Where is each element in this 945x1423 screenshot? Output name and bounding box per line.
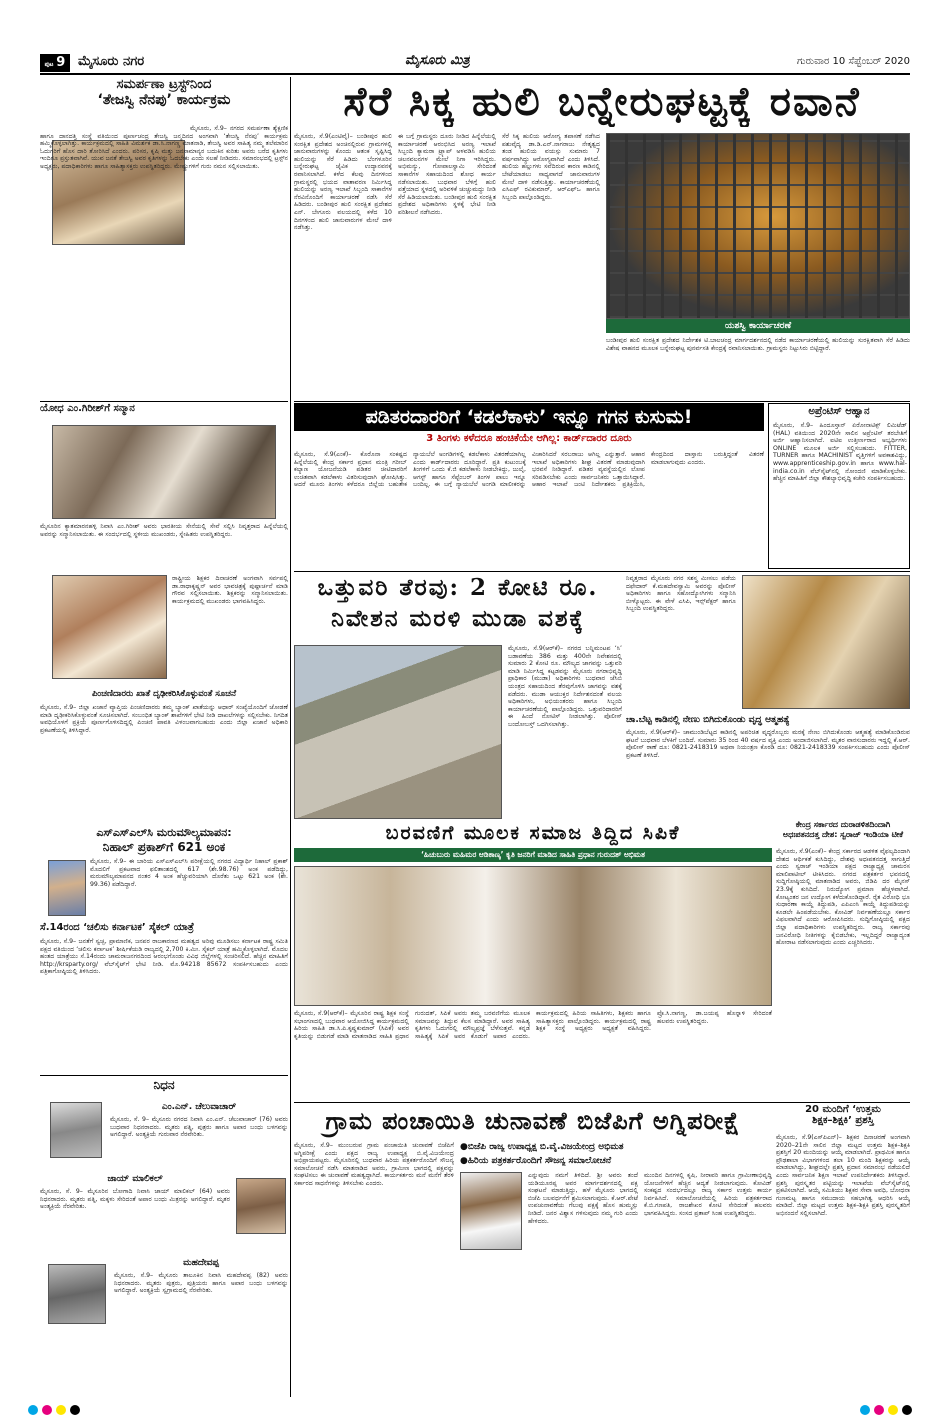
panchayat-bullet-1: ●ಬಿಜೆಪಿ ರಾಜ್ಯ ಉಪಾಧ್ಯಕ್ಷ ಬಿ.ವೈ.ವಿಜಯೇಂದ್ರ ಅಭಿಮತ (460, 1142, 624, 1152)
panchayat-photo (460, 1172, 522, 1250)
encroachment-headline-1: ಒತ್ತುವರಿ ತೆರವು: 2 ಕೋಟಿ ರೂ. (317, 574, 599, 601)
page-number: 9 (56, 55, 66, 70)
masthead-logo: ಮೈಸೂರು ಮಿತ್ರ (405, 53, 470, 68)
tiger-headline: ಸೆರೆ ಸಿಕ್ಕ ಹುಲಿ ಬನ್ನೇರುಘಟ್ಟಕ್ಕೆ ರವಾನೆ (343, 78, 861, 125)
obituary-name-1: ಎಂ.ಎನ್. ಚೆಲುವಾಚಾರ್ (161, 1102, 237, 1112)
issue-date: ಗುರುವಾರ 10 ಸೆಪ್ಟೆಂಬರ್ 2020 (797, 56, 910, 67)
tiger-col-2: ಈ ಬಗ್ಗೆ ಗ್ರಾಮಸ್ಥರು ದೂರು ನೀಡಿದ ಹಿನ್ನೆಲೆಯಲ್ಲಿ ಕಾರ್ಯಾಚರಣೆ ಆರಂಭಿಸಿದ ಅರಣ್ಯ ಇಲಾಖೆ ಸಿಬ್ಬಂದಿ ಕ್ಯಾಮರಾ ಟ್ರ್ಯಾಪ್ ಅಳವಡಿಸಿ ಹುಲಿಯ ಚಲನವಲನಗಳ ಮೇಲೆ ನಿಗಾ ಇರಿಸಿದ್ದರು. ಅಭಿಮನ್ಯು, ಗೋಪಾಲಸ್ವಾಮಿ ಸೇರಿದಂತೆ ಸಾಕಾನೆಗಳ ಸಹಾಯದಿಂದ ಶೋಧ ಕಾರ್ಯ ನಡೆಸಲಾಯಿತು. ಬುಧವಾರ ಬೆಳಿಗ್ಗೆ ಹುಲಿ ಪತ್ತೆಯಾದ ಸ್ಥಳದಲ್ಲಿ ಅರಿವಳಿಕೆ ಚುಚ್ಚುಮದ್ದು ನೀಡಿ ಸೆರೆ ಹಿಡಿಯಲಾಯಿತು. ಬಂಡೀಪುರ ಹುಲಿ ಸಂರಕ್ಷಿತ ಪ್ರದೇಶದ ಅಧಿಕಾರಿಗಳು ಸ್ಥಳಕ್ಕೆ ಭೇಟಿ ನೀಡಿ ಪರಿಶೀಲನೆ ನಡೆಸಿದರು. (398, 133, 496, 216)
divider (294, 1102, 910, 1103)
obituary-name-2: ಜಾಯ್ ಮಾಲಿಕಲ್ (107, 1174, 163, 1184)
cycle-yatra-body: ಮೈಸೂರು, ಸೆ.9– ಜನತೆಗೆ ಸ್ವಚ್ಛ, ಪ್ರಾಮಾಣಿಕ, ಜನಪರ ರಾಜಕಾರಣದ ಮಹತ್ವದ ಅರಿವು ಮೂಡಿಸಲು ಕರ್ನಾಟಕ ರಾಷ್ಟ್ರ ಸಮಿತಿ ಪಕ್ಷದ ವತಿಯಿಂದ ‘ಚಲಿಸು ಕರ್ನಾಟಕ’ ಶೀರ್ಷಿಕೆಯಡಿ ರಾಜ್ಯದಲ್ಲಿ 2,700 ಕಿ.ಮೀ. ಸೈಕಲ್ ಯಾತ್ರೆ ಹಮ್ಮಿಕೊಳ್ಳಲಾಗಿದೆ. ಮೊದಲ ಹಂತದ ಯಾತ್ರೆಯು ಸೆ.14ರಂದು ಚಾಮರಾಜನಗರದಿಂದ ಆರಂಭಗೊಂಡು ವಿವಿಧ ಜಿಲ್ಲೆಗಳಲ್ಲಿ ಸಂಚರಿಸಲಿದೆ. ಹೆಚ್ಚಿನ ಮಾಹಿತಿಗೆ http://krsparty.org/ ವೆಬ್‌ಸೈಟ್‌ಗೆ ಭೇಟಿ ನೀಡಿ. ಮೊ.94218 85672 ಸಂಪರ್ಕಿಸಬಹುದು ಎಂದು ಪತ್ರಿಕಾಗೋಷ್ಠಿಯಲ್ಲಿ ತಿಳಿಸಿದರು. (40, 938, 288, 976)
sslc-story (40, 826, 288, 920)
panchayat-bullet-2: ●ಹಿರಿಯ ಪತ್ರಕರ್ತರೊಂದಿಗೆ ಸೌಜನ್ಯ ಸಮಾಲೋಚನೆ (460, 1156, 612, 1166)
girish-story (40, 403, 288, 569)
panchayat-col-2: ಎನ್ನುವುದು ನಮಗೆ ತಿಳಿದಿದೆ. ಶ್ರೀ ಅವರು ತಂದೆ ಯಡಿಯೂರಪ್ಪ ಅವರ ಮಾರ್ಗದರ್ಶನದಲ್ಲಿ ಪಕ್ಷ ಸಂಘಟನೆ ಮಾಡುತ್ತಿದ್ದು, ಹಳೆ ಮೈಸೂರು ಭಾಗದಲ್ಲಿ ಬಿಜೆಪಿ ಬಲವರ್ಧನೆಗೆ ಶ್ರಮಿಸಲಾಗುವುದು. ಕೆ.ಆರ್.ಪೇಟೆ ಉಪಚುನಾವಣೆಯ ಗೆಲುವು ಪಕ್ಷಕ್ಕೆ ಹೊಸ ಹುಮ್ಮಸ್ಸು ನೀಡಿದೆ. ಜನರ ವಿಶ್ವಾಸ ಗಳಿಸುವುದು ನಮ್ಮ ಗುರಿ ಎಂದು ಹೇಳಿದರು. (528, 1172, 638, 1225)
book-release-photo (294, 866, 772, 1006)
obituary-body-2: ಮೈಸೂರು, ಸೆ. 9– ಮೈಸೂರಿನ ಬೋಗಾದಿ ನಿವಾಸಿ ಜಾಯ್ ಮಾಲಿಕಲ್ (64) ಅವರು ನಿಧನರಾದರು. ಮೃತರು ಪತ್ನಿ, ಮಕ್ಕಳು ಸೇರಿದಂತೆ ಅಪಾರ ಬಂಧು ಮಿತ್ರರನ್ನು ಅಗಲಿದ್ದಾರೆ. ಮೃತರ ಅಂತ್ಯಕ್ರಿಯೆ ನೆರವೇರಿತು. (40, 1188, 230, 1211)
apprentice-body: ಮೈಸೂರು, ಸೆ.9– ಹಿಂದೂಸ್ತಾನ್ ಏರೋನಾಟಿಕ್ಸ್ ಲಿಮಿಟೆಡ್ (HAL) ವತಿಯಿಂದ 2020ನೇ ಸಾಲಿನ ಅಪ್ರೆಂಟಿಸ್ ತರಬೇತಿಗೆ ಅರ್ಜಿ ಆಹ್ವಾನಿಸಲಾಗಿದೆ. ಐಟಿಐ ಉತ್ತೀರ್ಣರಾದ ಅಭ್ಯರ್ಥಿಗಳು ONLINE ಮೂಲಕ ಅರ್ಜಿ ಸಲ್ಲಿಸಬಹುದು. FITTER, TURNER ಹಾಗೂ MACHINIST ವೃತ್ತಿಗಳಿಗೆ ಅವಕಾಶವಿದ್ದು, www.apprenticeship.gov.in ಹಾಗೂ www.hal-india.co.in ವೆಬ್‌ಸೈಟ್‌ನಲ್ಲಿ ನೋಂದಣಿ ಮಾಡಿಕೊಳ್ಳಬೇಕು. ಹೆಚ್ಚಿನ ಮಾಹಿತಿಗೆ ಜಿಲ್ಲಾ ಕೌಶಲ್ಯಾಭಿವೃದ್ಧಿ ಕಚೇರಿ ಸಂಪರ್ಕಿಸಬಹುದು. (773, 422, 907, 483)
encroachment-body: ಮೈಸೂರು, ಸೆ.9(ಆರ್‌ಕೆ)– ನಗರದ ಬನ್ನಿಮಂಟಪ ‘ಸಿ’ ಬಡಾವಣೆಯ 386 ಮತ್ತು 400ನೇ ನಿವೇಶನದಲ್ಲಿ ಸುಮಾರು 2 ಕೋಟಿ ರೂ. ಮೌಲ್ಯದ ಜಾಗವನ್ನು ಒತ್ತುವರಿ ಮಾಡಿ ನಿರ್ಮಿಸಿದ್ದ ಕಟ್ಟಡವನ್ನು ಮೈಸೂರು ನಗರಾಭಿವೃದ್ಧಿ ಪ್ರಾಧಿಕಾರ (ಮುಡಾ) ಅಧಿಕಾರಿಗಳು ಬುಧವಾರ ಜೆಸಿಬಿ ಯಂತ್ರದ ಸಹಾಯದಿಂದ ತೆರವುಗೊಳಿಸಿ ಜಾಗವನ್ನು ವಶಕ್ಕೆ ಪಡೆದರು. ಮುಡಾ ಆಯುಕ್ತರ ನಿರ್ದೇಶನದಂತೆ ವಲಯ ಅಧಿಕಾರಿಗಳು, ಅಭಿಯಂತರರು ಹಾಗೂ ಸಿಬ್ಬಂದಿ ಕಾರ್ಯಾಚರಣೆಯಲ್ಲಿ ಪಾಲ್ಗೊಂಡಿದ್ದರು. ಒತ್ತುವರಿದಾರರಿಗೆ ಈ ಹಿಂದೆ ನೋಟಿಸ್ ನೀಡಲಾಗಿತ್ತು. ಪೊಲೀಸ್ ಬಂದೋಬಸ್ತ್ ಒದಗಿಸಲಾಗಿತ್ತು. (508, 645, 622, 728)
book-release-story (294, 820, 772, 1100)
tiger-below-photo: ಬಂಡೀಪುರ ಹುಲಿ ಸಂರಕ್ಷಿತ ಪ್ರದೇಶದ ನಿರ್ದೇಶಕ ಟಿ.ಬಾಲಚಂದ್ರ ಮಾರ್ಗದರ್ಶನದಲ್ಲಿ ನಡೆದ ಕಾರ್ಯಾಚರಣೆಯಲ್ಲಿ ಹುಲಿಯನ್ನು ಸುರಕ್ಷಿತವಾಗಿ ಸೆರೆ ಹಿಡಿದು ವಿಶೇಷ ವಾಹನದ ಮೂಲಕ ಬನ್ನೇರುಘಟ್ಟ ಪುನರ್ವಸತಿ ಕೇಂದ್ರಕ್ಕೆ ರವಾನಿಸಲಾಯಿತು. ಗ್ರಾಮಸ್ಥರು ನಿಟ್ಟುಸಿರು ಬಿಟ್ಟಿದ್ದಾರೆ. (606, 337, 910, 352)
cycle-yatra-title: ಸೆ.14ರಂದ ‘ಚಲಿಸು ಕರ್ನಾಟಕ’ ಸೈಕಲ್ ಯಾತ್ರೆ (40, 922, 194, 933)
cycle-yatra-story (40, 922, 288, 1072)
tiger-photo (606, 133, 910, 319)
retirement-story (626, 573, 910, 713)
registration-mark (860, 1405, 870, 1415)
pds-subhead: 3 ತಿಂಗಳು ಕಳೆದರೂ ಹಂಚಿಕೆಯೇ ಆಗಿಲ್ಲ: ಕಾರ್ಡ್‌ದಾರರ ದೂರು (426, 433, 632, 444)
trust-title-2: ‘ತೇಜಸ್ವಿ ನೆನಪು’ ಕಾರ್ಯಕ್ರಮ (97, 92, 231, 108)
teachers-day-story (40, 572, 288, 686)
registration-mark (42, 1405, 52, 1415)
teachers-day-body: ರಾಷ್ಟ್ರೀಯ ಶಿಕ್ಷಕರ ದಿನಾಚರಣೆ ಅಂಗವಾಗಿ ಸರ್ವಪಲ್ಲಿ ಡಾ.ರಾಧಾಕೃಷ್ಣನ್ ಅವರ ಭಾವಚಿತ್ರಕ್ಕೆ ಪುಷ್ಪಾರ್ಚನೆ ಮಾಡಿ ಗೌರವ ಸಲ್ಲಿಸಲಾಯಿತು. ಶಿಕ್ಷಕರನ್ನು ಸನ್ಮಾನಿಸಲಾಯಿತು. ಕಾರ್ಯಕ್ರಮದಲ್ಲಿ ಮುಖಂಡರು ಭಾಗವಹಿಸಿದ್ದರು. (172, 575, 288, 605)
divider (294, 401, 910, 402)
sslc-body: ಮೈಸೂರು, ಸೆ.9– ಈ ಬಾರಿಯ ಎಸ್‌ಎಸ್‌ಎಲ್‌ಸಿ ಪರೀಕ್ಷೆಯಲ್ಲಿ ನಗರದ ವಿದ್ಯಾರ್ಥಿ ನಿಹಾಲ್ ಪ್ರಕಾಶ್ ಮೊದಲಿಗೆ ಪ್ರಕಟವಾದ ಫಲಿತಾಂಶದಲ್ಲಿ 617 (ಶೇ.98.76) ಅಂಕ ಪಡೆದಿದ್ದು, ಮರುಮೌಲ್ಯಮಾಪನದ ನಂತರ 4 ಅಂಕ ಹೆಚ್ಚುವರಿಯಾಗಿ ದೊರೆತು ಒಟ್ಟು 621 ಅಂಕ (ಶೇ. 99.36) ಪಡೆದಿದ್ದಾರೆ. (90, 858, 288, 888)
pension-title: ಪಿಂಚಣಿದಾರರು ಖಾತೆ ದೃಢೀಕರಿಸಿಕೊಳ್ಳುವಂತೆ ಸೂಚನೆ (91, 689, 237, 699)
pds-body: ಮೈಸೂರು, ಸೆ.9(ಎಂಕೆ)– ಕೊರೊನಾ ಸಂಕಷ್ಟದ ಹಿನ್ನೆಲೆಯಲ್ಲಿ ಕೇಂದ್ರ ಸರ್ಕಾರ ಪ್ರಧಾನ ಮಂತ್ರಿ ಗರೀಬ್ ಕಲ್ಯಾಣ ಯೋಜನೆಯಡಿ ಪಡಿತರ ಚೀಟಿದಾರರಿಗೆ ಉಚಿತವಾಗಿ ಕಡಲೆಕಾಳು ವಿತರಿಸುವುದಾಗಿ ಘೋಷಿಸಿತ್ತು. ಆದರೆ ಮೂರು ತಿಂಗಳು ಕಳೆದರೂ ಜಿಲ್ಲೆಯ ಬಹುತೇಕ ನ್ಯಾಯಬೆಲೆ ಅಂಗಡಿಗಳಲ್ಲಿ ಕಡಲೆಕಾಳು ವಿತರಣೆಯಾಗಿಲ್ಲ ಎಂದು ಕಾರ್ಡ್‌ದಾರರು ದೂರಿದ್ದಾರೆ. ಪ್ರತಿ ಕುಟುಂಬಕ್ಕೆ ತಿಂಗಳಿಗೆ ಒಂದು ಕೆ.ಜಿ ಕಡಲೆಕಾಳು ನೀಡಬೇಕಿದ್ದು, ಜುಲೈ, ಆಗಸ್ಟ್ ಹಾಗೂ ಸೆಪ್ಟೆಂಬರ್ ತಿಂಗಳ ಪಾಲು ಇನ್ನೂ ಬಂದಿಲ್ಲ. ಈ ಬಗ್ಗೆ ನ್ಯಾಯಬೆಲೆ ಅಂಗಡಿ ಮಾಲೀಕರನ್ನು ವಿಚಾರಿಸಿದರೆ ಸರಬರಾಜು ಆಗಿಲ್ಲ ಎನ್ನುತ್ತಾರೆ. ಆಹಾರ ಇಲಾಖೆ ಅಧಿಕಾರಿಗಳು ಶೀಘ್ರ ವಿತರಣೆ ಮಾಡುವುದಾಗಿ ಭರವಸೆ ನೀಡಿದ್ದಾರೆ. ಪಡಿತರ ವ್ಯವಸ್ಥೆಯಲ್ಲಿನ ಲೋಪ ಸರಿಪಡಿಸಬೇಕು ಎಂದು ಸಾರ್ವಜನಿಕರು ಒತ್ತಾಯಿಸಿದ್ದಾರೆ. ಆಹಾರ ಇಲಾಖೆ ಜಂಟಿ ನಿರ್ದೇಶಕರು ಪ್ರತಿಕ್ರಿಯಿಸಿ, ಕೇಂದ್ರದಿಂದ ದಾಸ್ತಾನು ಬರುತ್ತಿದ್ದಂತೆ ವಿತರಣೆ ಮಾಡಲಾಗುವುದು ಎಂದರು. (294, 451, 764, 489)
obituary-photo-2 (236, 1178, 286, 1234)
tiger-col-3: ಸೆರೆ ಸಿಕ್ಕ ಹುಲಿಯ ಆರೋಗ್ಯ ತಪಾಸಣೆ ನಡೆಸಿದ ಪಶುವೈದ್ಯ ಡಾ.ಡಿ.ಎನ್.ನಾಗರಾಜು ನೇತೃತ್ವದ ತಂಡ ಹುಲಿಯ ವಯಸ್ಸು ಸುಮಾರು 7 ವರ್ಷವಾಗಿದ್ದು ಆರೋಗ್ಯವಾಗಿದೆ ಎಂದು ತಿಳಿಸಿದೆ. ಹುಲಿಯ ಹಲ್ಲುಗಳು ಸವೆದಿರುವ ಕಾರಣ ಕಾಡಿನಲ್ಲಿ ಬೇಟೆಯಾಡಲು ಸಾಧ್ಯವಾಗದೆ ಜಾನುವಾರುಗಳ ಮೇಲೆ ದಾಳಿ ನಡೆಸುತ್ತಿತ್ತು. ಕಾರ್ಯಾಚರಣೆಯಲ್ಲಿ ಎಸಿಎಫ್ ರವಿಕುಮಾರ್, ಆರ್‌ಎಫ್‌ಒ ಹಾಗೂ ಸಿಬ್ಬಂದಿ ಪಾಲ್ಗೊಂಡಿದ್ದರು. (502, 133, 600, 201)
apprentice-title: ಅಪ್ರೆಂಟಿಸ್ ಆಹ್ವಾನ (808, 406, 870, 417)
teacher-awards-story (776, 1104, 910, 1398)
encroachment-story (294, 573, 622, 819)
awards-title-1: 20 ಮಂದಿಗೆ ‘ಉತ್ತಮ (805, 1104, 881, 1115)
panchayat-col-3: ಮುಂದಿನ ದಿನಗಳಲ್ಲಿ ಕೃಷಿ, ನೀರಾವರಿ ಹಾಗೂ ಗ್ರಾಮೀಣಾಭಿವೃದ್ಧಿ ಯೋಜನೆಗಳಿಗೆ ಹೆಚ್ಚಿನ ಆದ್ಯತೆ ನೀಡಲಾಗುವುದು. ಕೋವಿಡ್ ಸಂಕಷ್ಟದ ಸಂದರ್ಭದಲ್ಲೂ ರಾಜ್ಯ ಸರ್ಕಾರ ಉತ್ತಮ ಕಾರ್ಯ ನಿರ್ವಹಿಸಿದೆ. ಸಮಾಲೋಚನೆಯಲ್ಲಿ ಹಿರಿಯ ಪತ್ರಕರ್ತರಾದ ಕೆ.ಬಿ.ಗಣಪತಿ, ರಾಜಶೇಖರ ಕೋಟಿ ಸೇರಿದಂತೆ ಹಲವರು ಭಾಗವಹಿಸಿದ್ದರು. ಸಂಸದ ಪ್ರತಾಪ್ ಸಿಂಹ ಉಪಸ್ಥಿತರಿದ್ದರು. (644, 1172, 772, 1217)
page-prefix: ಪುಟ (44, 61, 54, 68)
pension-story (40, 689, 288, 824)
pds-story (294, 403, 764, 569)
book-release-body: ಮೈಸೂರು, ಸೆ.9(ಆರ್‌ಕೆ)– ಮೈಸೂರಿನ ರಾಷ್ಟ್ರ ಶಿಕ್ಷಕ ಸಂಸ್ಥೆ ಸಭಾಂಗಣದಲ್ಲಿ ಬುಧವಾರ ಆಯೋಜಿಸಿದ್ದ ಕಾರ್ಯಕ್ರಮದಲ್ಲಿ ಹಿರಿಯ ಸಾಹಿತಿ ಡಾ.ಸಿ.ಪಿ.ಕೃಷ್ಣಕುಮಾರ್ (ಸಿಪಿಕೆ) ಅವರ ಕೃತಿಯನ್ನು ಬಿಡುಗಡೆ ಮಾಡಿ ಮಾತನಾಡಿದ ಸಾಹಿತಿ ಪ್ರಧಾನ ಗುರುದತ್, ಸಿಪಿಕೆ ಅವರು ತಮ್ಮ ಬರವಣಿಗೆಯ ಮೂಲಕ ಸಮಾಜವನ್ನು ತಿದ್ದುವ ಕೆಲಸ ಮಾಡಿದ್ದಾರೆ. ಅವರ ಸಾಹಿತ್ಯ ಕೃತಿಗಳು ಓದುಗರಲ್ಲಿ ಮೌಲ್ಯಪ್ರಜ್ಞೆ ಬೆಳೆಸುತ್ತವೆ. ಕನ್ನಡ ಸಾಹಿತ್ಯಕ್ಕೆ ಸಿಪಿಕೆ ಅವರ ಕೊಡುಗೆ ಅಪಾರ ಎಂದರು. ಕಾರ್ಯಕ್ರಮದಲ್ಲಿ ಹಿರಿಯ ಸಾಹಿತಿಗಳು, ಶಿಕ್ಷಕರು ಹಾಗೂ ಸಾಹಿತ್ಯಾಸಕ್ತರು ಪಾಲ್ಗೊಂಡಿದ್ದರು. ಕಾರ್ಯಕ್ರಮದಲ್ಲಿ ರಾಷ್ಟ್ರ ಶಿಕ್ಷಕ ಸಂಸ್ಥೆ ಅಧ್ಯಕ್ಷರು ಅಧ್ಯಕ್ಷತೆ ವಹಿಸಿದ್ದರು. ಪ್ರೊ.ಸಿ.ನಾಗಣ್ಣ, ಡಾ.ಜಯಪ್ಪ ಹೊನ್ನಾಳಿ ಸೇರಿದಂತೆ ಹಲವರು ಉಪಸ್ಥಿತರಿದ್ದರು. (294, 1010, 772, 1040)
swaraj-title-2: ಅಧಃಪತನದತ್ತ ದೇಶ: ಸ್ವರಾಜ್ ಇಂಡಿಯಾ ಟೀಕೆ (782, 830, 904, 839)
panchayat-headline: ಗ್ರಾಮ ಪಂಚಾಯಿತಿ ಚುನಾವಣೆ ಬಿಜೆಪಿಗೆ ಅಗ್ನಿಪರೀಕ್ಷೆ (325, 1106, 741, 1135)
registration-mark (28, 1405, 38, 1415)
girish-caption: ಮೈಸೂರಿನ ಕ್ಯಾತಮಾರನಹಳ್ಳಿ ನಿವಾಸಿ ಎಂ.ಗಿರೀಶ್ ಅವರು ಭಾರತೀಯ ಸೇನೆಯಲ್ಲಿ ಸೇವೆ ಸಲ್ಲಿಸಿ ನಿವೃತ್ತರಾದ ಹಿನ್ನೆಲೆಯಲ್ಲಿ ಅವರನ್ನು ಸನ್ಮಾನಿಸಲಾಯಿತು. ಈ ಸಂದರ್ಭದಲ್ಲಿ ಸ್ಥಳೀಯ ಮುಖಂಡರು, ಸ್ನೇಹಿತರು ಉಪಸ್ಥಿತರಿದ್ದರು. (40, 523, 288, 538)
page-number-badge (40, 54, 70, 72)
book-release-strap: ‘ಹಿಚುಬುರು ಮಹಿಮರ ಆಡಿಕಾಣ್ಕ’ ಕೃತಿ ಜನರಿಗೆ ಮಾಡಿದ ಸಾಹಿತಿ ಪ್ರಧಾನ ಗುರುದತ್ ಅಭಿಮತ (294, 848, 772, 862)
section-name: ಮೈಸೂರು ನಗರ (78, 54, 145, 69)
registration-mark (70, 1405, 80, 1415)
trust-story (40, 77, 288, 399)
registration-mark (874, 1405, 884, 1415)
pension-body: ಮೈಸೂರು, ಸೆ.9– ಜಿಲ್ಲಾ ಖಜಾನೆ ವ್ಯಾಪ್ತಿಯ ಪಿಂಚಣಿದಾರರು ತಮ್ಮ ಬ್ಯಾಂಕ್ ಖಾತೆಯನ್ನು ಆಧಾರ್ ಸಂಖ್ಯೆಯೊಂದಿಗೆ ಜೋಡಣೆ ಮಾಡಿ ದೃಢೀಕರಿಸಿಕೊಳ್ಳುವಂತೆ ಸೂಚಿಸಲಾಗಿದೆ. ಸಂಬಂಧಿತ ಬ್ಯಾಂಕ್ ಶಾಖೆಗಳಿಗೆ ಭೇಟಿ ನೀಡಿ ದಾಖಲೆಗಳನ್ನು ಸಲ್ಲಿಸಬೇಕು. ನಿಗದಿತ ಅವಧಿಯೊಳಗೆ ಪ್ರಕ್ರಿಯೆ ಪೂರ್ಣಗೊಳಿಸದಿದ್ದಲ್ಲಿ ಪಿಂಚಣಿ ಪಾವತಿ ವಿಳಂಬವಾಗಬಹುದು ಎಂದು ಜಿಲ್ಲಾ ಖಜಾನೆ ಅಧಿಕಾರಿ ಪ್ರಕಟಣೆಯಲ್ಲಿ ತಿಳಿಸಿದ್ದಾರೆ. (40, 704, 288, 734)
girish-title: ಯೋಧ ಎಂ.ಗಿರೀಶ್‌ಗೆ ಸನ್ಮಾನ (40, 403, 135, 414)
obituary-photo-1 (50, 1102, 102, 1158)
obituary-name-3: ಮಹದೇವಪ್ಪ (183, 1258, 219, 1268)
obituary-body-1: ಮೈಸೂರು, ಸೆ. 9– ಮೈಸೂರು ನಗರದ ನಿವಾಸಿ ಎಂ.ಎನ್. ಚೆಲುವಾಚಾರ್ (76) ಅವರು ಬುಧವಾರ ನಿಧನರಾದರು. ಮೃತರು ಪತ್ನಿ, ಪುತ್ರರು ಹಾಗೂ ಅಪಾರ ಬಂಧು ಬಳಗವನ್ನು ಅಗಲಿದ್ದಾರೆ. ಅಂತ್ಯಕ್ರಿಯೆ ಗುರುವಾರ ನೆರವೇರಿತು. (110, 1116, 288, 1139)
girish-photo (52, 425, 276, 519)
suicide-body: ಮೈಸೂರು, ಸೆ.9(ಆರ್‌ಕೆ)– ಚಾಮುಂಡಿಬೆಟ್ಟದ ಕಾಡಿನಲ್ಲಿ ಅಪರಿಚಿತ ವೃದ್ಧರೊಬ್ಬರು ಮರಕ್ಕೆ ನೇಣು ಬಿಗಿದುಕೊಂಡು ಆತ್ಮಹತ್ಯೆ ಮಾಡಿಕೊಂಡಿರುವ ಘಟನೆ ಬುಧವಾರ ಬೆಳಕಿಗೆ ಬಂದಿದೆ. ಸುಮಾರು 35 ರಿಂದ 40 ವರ್ಷದ ವ್ಯಕ್ತಿ ಎಂದು ಅಂದಾಜಿಸಲಾಗಿದೆ. ಮೃತರ ವಾರಸುದಾರರು ಇದ್ದಲ್ಲಿ ಕೆ.ಆರ್. ಪೊಲೀಸ್ ಠಾಣೆ ದೂ: 0821-2418319 ಅಥವಾ ನಿಯಂತ್ರಣ ಕೊಠಡಿ ದೂ: 0821-2418339 ಸಂಪರ್ಕಿಸಬಹುದು ಎಂದು ಪೊಲೀಸ್ ಪ್ರಕಟಣೆ ತಿಳಿಸಿದೆ. (626, 729, 910, 759)
suicide-title: ಚಾ.ಬೆಟ್ಟ ಕಾಡಿನಲ್ಲಿ ನೇಣು ಬಿಗಿದುಕೊಂಡು ವೃದ್ಧ ಆತ್ಮಹತ್ಯೆ (626, 715, 790, 725)
suicide-story (626, 715, 910, 819)
trust-title-1: ಸಮರ್ಪಣಾ ಟ್ರಸ್ಟ್‌ನಿಂದ (116, 77, 212, 92)
retirement-photo (742, 575, 910, 709)
trust-body: ಮೈಸೂರು, ಸೆ.9– ನಗರದ ಸಮರ್ಪಣಾ ಶ್ಯೆಕ್ಷಣಿಕ ಹಾಗೂ ದಾನದತ್ತಿ ಸಂಸ್ಥೆ ವತಿಯಿಂದ ಪೂರ್ಣಚಂದ್ರ ತೇಜಸ್ವಿ ಜನ್ಮದಿನದ ಅಂಗವಾಗಿ ‘ತೇಜಸ್ವಿ ನೆನಪು’ ಕಾರ್ಯಕ್ರಮ ಹಮ್ಮಿಕೊಳ್ಳಲಾಗಿತ್ತು. ಕಾರ್ಯಕ್ರಮದಲ್ಲಿ ಸಾಹಿತಿ ವಿಮರ್ಶಕ ಡಾ.ಸಿ.ನಾಗಣ್ಣ ಮಾತನಾಡಿ, ತೇಜಸ್ವಿ ಅವರ ಸಾಹಿತ್ಯ ನಮ್ಮ ತಲೆಮಾರಿನ ಓದುಗರಿಗೆ ಹೊಸ ದಾರಿ ತೋರಿಸಿದೆ ಎಂದರು. ಪರಿಸರ, ಕೃಷಿ ಮತ್ತು ಜನಸಾಮಾನ್ಯರ ಬದುಕಿನ ಕುರಿತು ಅವರು ಬರೆದ ಕೃತಿಗಳು ಇಂದಿಗೂ ಪ್ರಸ್ತುತವಾಗಿವೆ. ಯುವ ಜನತೆ ತೇಜಸ್ವಿ ಅವರ ಕೃತಿಗಳನ್ನು ಓದಬೇಕು ಎಂದು ಸಲಹೆ ನೀಡಿದರು. ಸಮಾರಂಭದಲ್ಲಿ ಟ್ರಸ್ಟ್‌ನ ಅಧ್ಯಕ್ಷರು, ಪದಾಧಿಕಾರಿಗಳು ಹಾಗೂ ಸಾಹಿತ್ಯಾಸಕ್ತರು ಉಪಸ್ಥಿತರಿದ್ದರು. ಮೇಷ್ಟ್ರುಗಳಿಗೆ ಗುರು ನಮನ ಸಲ್ಲಿಸಲಾಯಿತು. (40, 125, 288, 170)
obituary-photo-3 (48, 1264, 106, 1324)
apprentice-box (768, 403, 910, 569)
tiger-photo-label: ಯಶಸ್ವಿ ಕಾರ್ಯಾಚರಣೆ (606, 319, 910, 333)
panchayat-story (294, 1104, 772, 1398)
divider (40, 1075, 288, 1076)
sslc-student-photo (48, 860, 86, 916)
sslc-title-2: ನಿಹಾಲ್ ಪ್ರಕಾಶ್‌ಗೆ 621 ಅಂಕ (102, 840, 226, 854)
tiger-story (294, 77, 910, 399)
column-rule (290, 77, 291, 1397)
obituary-body-3: ಮೈಸೂರು, ಸೆ.9– ಮೈಸೂರು ತಾಲೂಕಿನ ನಿವಾಸಿ ಮಹದೇವಪ್ಪ (82) ಅವರು ನಿಧನರಾದರು. ಮೃತರು ಪುತ್ರರು, ಪುತ್ರಿಯರು ಹಾಗೂ ಅಪಾರ ಬಂಧು ಬಳಗವನ್ನು ಅಗಲಿದ್ದಾರೆ. ಅಂತ್ಯಕ್ರಿಯೆ ಸ್ವಗ್ರಾಮದಲ್ಲಿ ನೆರವೇರಿತು. (114, 1272, 288, 1295)
awards-title-2: ಶಿಕ್ಷಕ–ಶಿಕ್ಷಕಿ’ ಪ್ರಶಸ್ತಿ (812, 1115, 874, 1126)
encroachment-headline-2: ನಿವೇಶನ ಮರಳಿ ಮುಡಾ ವಶಕ್ಕೆ (331, 605, 585, 632)
page-header (40, 52, 910, 74)
obituary-header: ನಿಧನ (153, 1078, 175, 1092)
registration-mark (888, 1405, 898, 1415)
sslc-title-1: ಎಸ್‌ಎಸ್‌ಎಲ್‌ಸಿ ಮರುಮೌಲ್ಯಮಾಪನ: (96, 826, 232, 839)
header-rule (40, 73, 910, 75)
registration-mark (902, 1405, 912, 1415)
book-release-headline: ಬರವಣಿಗೆ ಮೂಲಕ ಸಮಾಜ ತಿದ್ದಿದ ಸಿಪಿಕೆ (385, 822, 681, 844)
swaraj-story (776, 820, 910, 1100)
awards-body: ಮೈಸೂರು, ಸೆ.9(ಎಸ್‌ಪಿಎನ್)– ಶಿಕ್ಷಕರ ದಿನಾಚರಣೆ ಅಂಗವಾಗಿ 2020–21ನೇ ಸಾಲಿನ ಜಿಲ್ಲಾ ಮಟ್ಟದ ಉತ್ತಮ ಶಿಕ್ಷಕ–ಶಿಕ್ಷಕಿ ಪ್ರಶಸ್ತಿಗೆ 20 ಮಂದಿಯನ್ನು ಆಯ್ಕೆ ಮಾಡಲಾಗಿದೆ. ಪ್ರಾಥಮಿಕ ಹಾಗೂ ಪ್ರೌಢಶಾಲಾ ವಿಭಾಗಗಳಿಂದ ತಲಾ 10 ಮಂದಿ ಶಿಕ್ಷಕರನ್ನು ಆಯ್ಕೆ ಮಾಡಲಾಗಿದ್ದು, ಶೀಘ್ರದಲ್ಲೇ ಪ್ರಶಸ್ತಿ ಪ್ರದಾನ ಸಮಾರಂಭ ನಡೆಯಲಿದೆ ಎಂದು ಸಾರ್ವಜನಿಕ ಶಿಕ್ಷಣ ಇಲಾಖೆ ಉಪನಿರ್ದೇಶಕರು ತಿಳಿಸಿದ್ದಾರೆ. ಪ್ರಶಸ್ತಿ ಪುರಸ್ಕೃತರ ಪಟ್ಟಿಯನ್ನು ಇಲಾಖೆಯ ವೆಬ್‌ಸೈಟ್‌ನಲ್ಲಿ ಪ್ರಕಟಿಸಲಾಗಿದೆ. ಆಯ್ಕೆ ಸಮಿತಿಯು ಶಿಕ್ಷಕರ ಸೇವಾ ಅವಧಿ, ಬೋಧನಾ ಗುಣಮಟ್ಟ ಹಾಗೂ ಸಮುದಾಯ ಸಹಭಾಗಿತ್ವ ಆಧರಿಸಿ ಆಯ್ಕೆ ಮಾಡಿದೆ. ಜಿಲ್ಲಾ ಮಟ್ಟದ ಉತ್ತಮ ಶಿಕ್ಷಕ–ಶಿಕ್ಷಕಿ ಪ್ರಶಸ್ತಿ ಪುರಸ್ಕೃತರಿಗೆ ಅಭಿನಂದನೆ ಸಲ್ಲಿಸಲಾಗಿದೆ. (776, 1134, 910, 1217)
registration-mark (56, 1405, 66, 1415)
teachers-day-photo (52, 575, 167, 679)
retirement-body: ನಿವೃತ್ತರಾದ ಮೈಸೂರು ನಗರ ಸಶಸ್ತ್ರ ಮೀಸಲು ಪಡೆಯ ದಫೇದಾರ್ ಕೆ.ಮಹದೇವಸ್ವಾಮಿ ಅವರನ್ನು ಪೊಲೀಸ್ ಅಧಿಕಾರಿಗಳು ಹಾಗೂ ಸಹೋದ್ಯೋಗಿಗಳು ಸನ್ಮಾನಿಸಿ ಬೀಳ್ಕೊಟ್ಟರು. ಈ ವೇಳೆ ಎಸಿಪಿ, ಇನ್ಸ್‌ಪೆಕ್ಟರ್ ಹಾಗೂ ಸಿಬ್ಬಂದಿ ಉಪಸ್ಥಿತರಿದ್ದರು. (626, 575, 736, 613)
swaraj-body: ಮೈಸೂರು, ಸೆ.9(ಎಂಕೆ)– ಕೇಂದ್ರ ಸರ್ಕಾರದ ಆಡಳಿತ ವೈಫಲ್ಯದಿಂದಾಗಿ ದೇಶದ ಆರ್ಥಿಕತೆ ಕುಸಿದಿದ್ದು, ದೇಶವು ಅಧಃಪತನದತ್ತ ಸಾಗುತ್ತಿದೆ ಎಂದು ಸ್ವರಾಜ್ ಇಂಡಿಯಾ ಪಕ್ಷದ ರಾಜ್ಯಾಧ್ಯಕ್ಷ ಚಾಮರಸ ಮಾಲಿಪಾಟೀಲ್ ಟೀಕಿಸಿದರು. ನಗರದ ಪತ್ರಕರ್ತರ ಭವನದಲ್ಲಿ ಸುದ್ದಿಗೋಷ್ಠಿಯಲ್ಲಿ ಮಾತನಾಡಿದ ಅವರು, ಜಿಡಿಪಿ ದರ ಮೈನಸ್ 23.9ಕ್ಕೆ ಕುಸಿದಿದೆ. ನಿರುದ್ಯೋಗ ಪ್ರಮಾಣ ಹೆಚ್ಚಳವಾಗಿದೆ. ಕೋಟ್ಯಂತರ ಜನ ಉದ್ಯೋಗ ಕಳೆದುಕೊಂಡಿದ್ದಾರೆ. ರೈತ ವಿರೋಧಿ ಭೂ ಸುಧಾರಣಾ ಕಾಯ್ದೆ ತಿದ್ದುಪಡಿ, ಎಪಿಎಂಸಿ ಕಾಯ್ದೆ ತಿದ್ದುಪಡಿಯನ್ನು ಕೂಡಲೇ ಹಿಂಪಡೆಯಬೇಕು. ಕೋವಿಡ್ ನಿರ್ವಹಣೆಯಲ್ಲೂ ಸರ್ಕಾರ ವಿಫಲವಾಗಿದೆ ಎಂದು ಆರೋಪಿಸಿದರು. ಸುದ್ದಿಗೋಷ್ಠಿಯಲ್ಲಿ ಪಕ್ಷದ ಜಿಲ್ಲಾ ಪದಾಧಿಕಾರಿಗಳು ಉಪಸ್ಥಿತರಿದ್ದರು. ರಾಜ್ಯ ಸರ್ಕಾರವು ಜನವಿರೋಧಿ ನೀತಿಗಳನ್ನು ಕೈಬಿಡಬೇಕು, ಇಲ್ಲದಿದ್ದರೆ ರಾಜ್ಯಾದ್ಯಂತ ಹೋರಾಟ ನಡೆಸಲಾಗುವುದು ಎಂದು ಎಚ್ಚರಿಸಿದರು. (776, 848, 910, 947)
encroachment-photo (294, 645, 502, 819)
tiger-col-1: ಮೈಸೂರು, ಸೆ.9(ಎಂಟಿವೈ)– ಬಂಡೀಪುರ ಹುಲಿ ಸಂರಕ್ಷಿತ ಪ್ರದೇಶದ ಅಂಚಿನಲ್ಲಿರುವ ಗ್ರಾಮಗಳಲ್ಲಿ ಜಾನುವಾರುಗಳನ್ನು ಕೊಂದು ಆತಂಕ ಸೃಷ್ಟಿಸಿದ್ದ ಹುಲಿಯನ್ನು ಸೆರೆ ಹಿಡಿದು ಬೆಂಗಳೂರಿನ ಬನ್ನೇರುಘಟ್ಟ ಜೈವಿಕ ಉದ್ಯಾನವನಕ್ಕೆ ರವಾನಿಸಲಾಗಿದೆ. ಕಳೆದ ಕೆಲವು ದಿನಗಳಿಂದ ಗ್ರಾಮಸ್ಥರಲ್ಲಿ ಭಯದ ವಾತಾವರಣ ನಿರ್ಮಿಸಿದ್ದ ಹುಲಿಯನ್ನು ಅರಣ್ಯ ಇಲಾಖೆ ಸಿಬ್ಬಂದಿ ಸಾಕಾನೆಗಳ ನೆರವಿನೊಂದಿಗೆ ಕಾರ್ಯಾಚರಣೆ ನಡೆಸಿ ಸೆರೆ ಹಿಡಿದರು. ಬಂಡೀಪುರ ಹುಲಿ ಸಂರಕ್ಷಿತ ಪ್ರದೇಶದ ಎನ್. ಬೇಗೂರು ವಲಯದಲ್ಲಿ ಕಳೆದ 10 ದಿನಗಳಿಂದ ಹುಲಿ ಜಾನುವಾರುಗಳ ಮೇಲೆ ದಾಳಿ ನಡೆಸಿತ್ತು. (294, 133, 392, 232)
divider (40, 401, 288, 402)
panchayat-col-1: ಮೈಸೂರು, ಸೆ.9– ಮುಂಬರುವ ಗ್ರಾಮ ಪಂಚಾಯಿತಿ ಚುನಾವಣೆ ಬಿಜೆಪಿಗೆ ಅಗ್ನಿಪರೀಕ್ಷೆ ಎಂದು ಪಕ್ಷದ ರಾಜ್ಯ ಉಪಾಧ್ಯಕ್ಷ ಬಿ.ವೈ.ವಿಜಯೇಂದ್ರ ಅಭಿಪ್ರಾಯಪಟ್ಟರು. ಮೈಸೂರಿನಲ್ಲಿ ಬುಧವಾರ ಹಿರಿಯ ಪತ್ರಕರ್ತರೊಂದಿಗೆ ಸೌಜನ್ಯ ಸಮಾಲೋಚನೆ ನಡೆಸಿ ಮಾತನಾಡಿದ ಅವರು, ಗ್ರಾಮೀಣ ಭಾಗದಲ್ಲಿ ಪಕ್ಷವನ್ನು ಸಂಘಟಿಸಲು ಈ ಚುನಾವಣೆ ಮಹತ್ವದ್ದಾಗಿದೆ. ಕಾರ್ಯಕರ್ತರು ಮನೆ ಮನೆಗೆ ತೆರಳಿ ಸರ್ಕಾರದ ಸಾಧನೆಗಳನ್ನು ತಿಳಿಸಬೇಕು ಎಂದರು. (294, 1142, 454, 1187)
swaraj-title-1: ಕೇಂದ್ರ ಸರ್ಕಾರದ ದುರಾಡಳಿತದಿಂದಾಗಿ (795, 820, 891, 829)
divider (294, 571, 910, 572)
obituary-section (40, 1078, 288, 1398)
pds-headline: ಪಡಿತರದಾರರಿಗೆ ‘ಕಡಲೆಕಾಳು’ ಇನ್ನೂ ಗಗನ ಕುಸುಮ! (294, 403, 764, 431)
